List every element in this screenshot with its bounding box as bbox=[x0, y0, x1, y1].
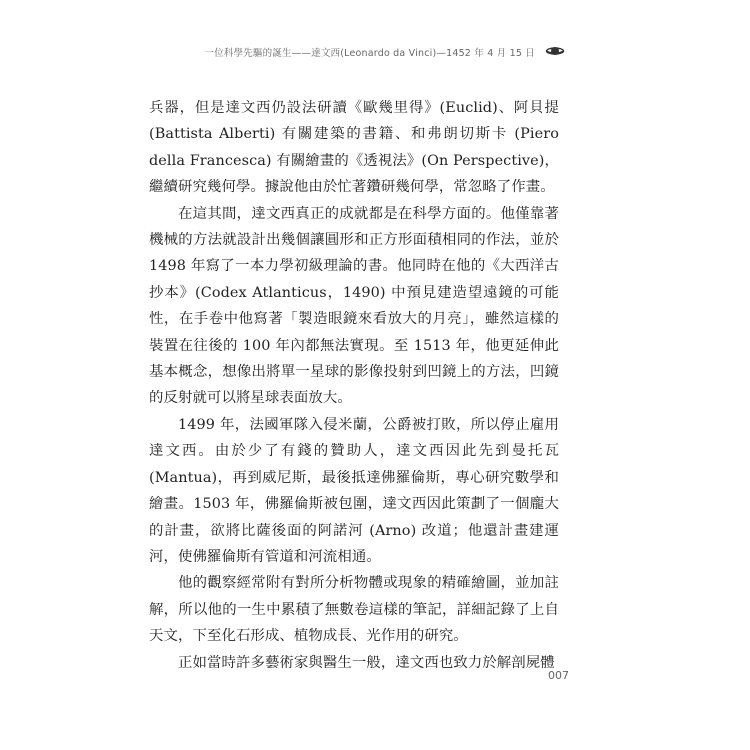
paragraph: 正如當時許多藝術家與醫生一般，達文西也致力於解剖屍體 bbox=[178, 654, 555, 671]
saturn-planet-icon bbox=[545, 43, 565, 62]
paragraph: 在這其間，達文西真正的成就都是在科學方面的。他僅靠著機械的方法就設計出幾個讓圓形和正方形面積相同的作法，並於 1498 年寫了一本力學初級理論的書。他同時在他的《大西洋古抄本》(Codex Atlanticus，1490) 中預見建造望遠鏡的可能性，在手卷中他寫著「製造眼鏡來看放大的月亮」，雖然這樣的裝置在往後的 100 年內都無法實現。至 1513 年，他更延伸此基本概念，想像出將單一星球的影像投射到凹鏡上的方法，凹鏡的反射就可以將星球表面放大。 bbox=[149, 205, 559, 407]
paragraph: 兵器，但是達文西仍設法研讀《歐幾里得》(Euclid)、阿貝提(Battista Alberti) 有關建築的書籍、和弗朗切斯卡 (Piero della Francesca) 有關繪畫的《透視法》(On Perspective)，繼續研究幾何學。據說他由於忙著鑽研幾何學，常忽略了作畫。 bbox=[149, 100, 559, 196]
body-text bbox=[149, 95, 559, 676]
page-number: 007 bbox=[548, 669, 569, 682]
paragraph: 他的觀察經常附有對所分析物體或現象的精確繪圖，並加註解，所以他的一生中累積了無數卷這樣的筆記，詳細記錄了上自天文，下至化石形成、植物成長、光作用的研究。 bbox=[149, 575, 559, 645]
running-header: 一位科學先驅的誕生——達文西(Leonardo da Vinci)—1452 年 4 月 15 日 bbox=[204, 48, 535, 59]
paragraph: 1499 年，法國軍隊入侵米蘭，公爵被打敗，所以停止雇用達文西。由於少了有錢的贊助人，達文西因此先到曼托瓦(Mantua)，再到威尼斯，最後抵達佛羅倫斯，專心研究數學和繪畫。1503 年，佛羅倫斯被包圍，達文西因此策劃了一個龐大的計畫，欲將比薩後面的阿諾河 (Arno) 改道；他還計畫建運河，使佛羅倫斯有管道和河流相通。 bbox=[149, 416, 559, 565]
